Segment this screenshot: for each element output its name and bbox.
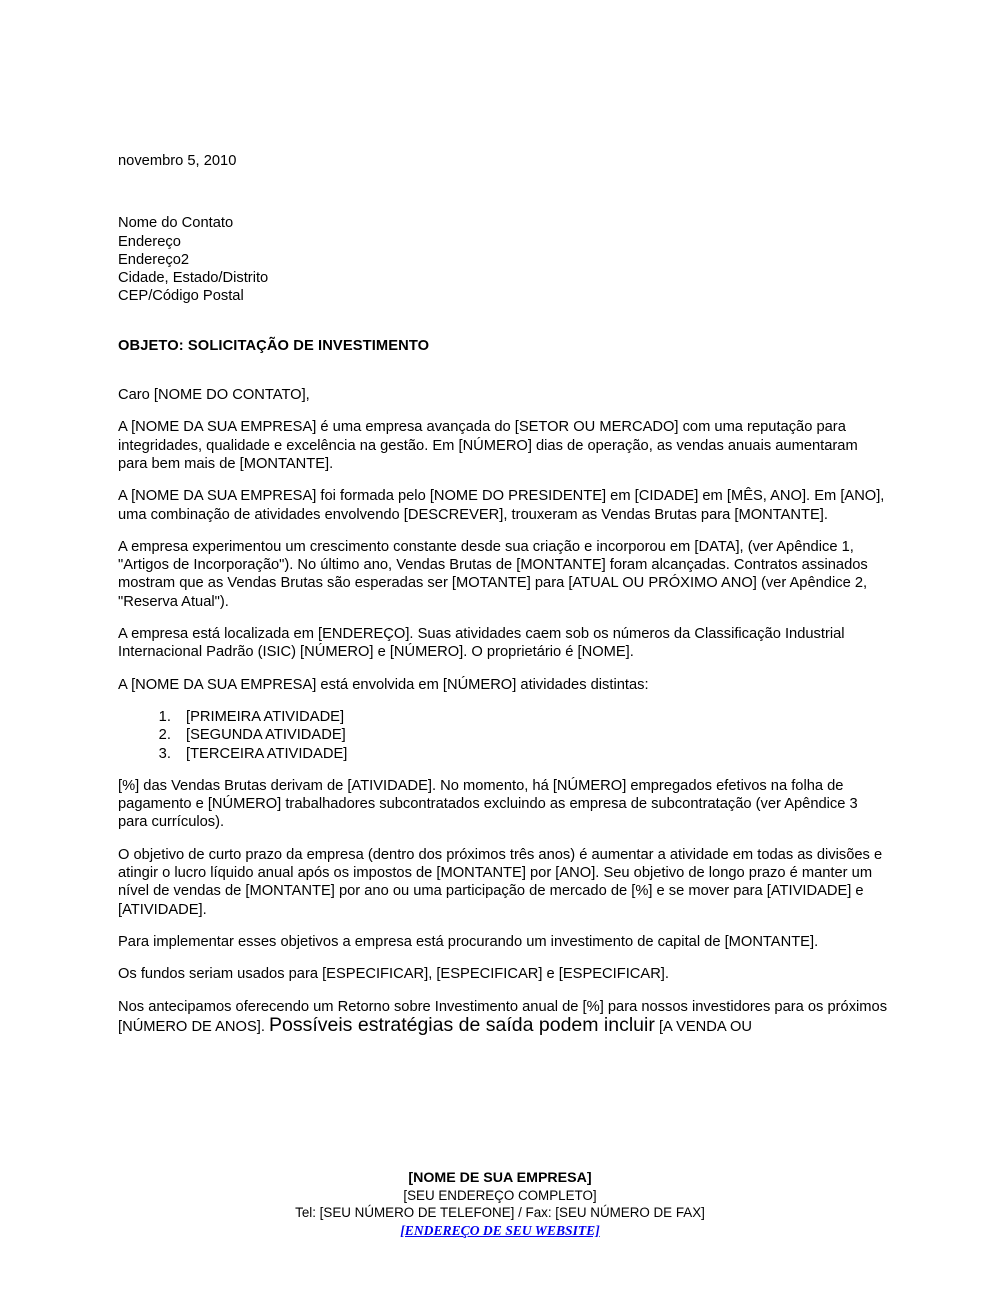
activities-list [118,708,888,763]
closing-paragraph-lead: Nos antecipamos oferecendo um Retorno sobre Investimento anual de [%] para nossos investidores para os próximos [NÚMERO DE ANOS]. [118,998,888,1035]
recipient-city-state: Cidade, Estado/Distrito [118,270,269,287]
footer-company-name: [NOME DE SUA EMPRESA] [408,1170,592,1186]
footer-contact: Tel: [SEU NÚMERO DE TELEFONE] / Fax: [SEU NÚMERO DE FAX] [295,1205,705,1221]
body-paragraph: A empresa está localizada em [ENDEREÇO]. Suas atividades caem sob os números da Classificação Industrial Internacional Padrão (ISIC) [NÚMERO] e [NÚMERO]. O proprietário é [NOME]. [118,626,845,661]
spacer [118,306,888,337]
footer-website-line [0,1222,1000,1239]
closing-paragraph [118,998,888,1037]
letter-body [118,152,888,1036]
recipient-address-1: Endereço [118,233,181,250]
spacer [118,404,888,418]
body-paragraph: Para implementar esses objetivos a empresa está procurando um investimento de capital de [MONTANTE]. [118,933,819,950]
page-footer [0,1170,1000,1239]
recipient-postal-code: CEP/Código Postal [118,288,244,305]
body-paragraph: Os fundos seriam usados para [ESPECIFICAR], [ESPECIFICAR] e [ESPECIFICAR]. [118,966,669,983]
body-paragraph: [%] das Vendas Brutas derivam de [ATIVIDADE]. No momento, há [NÚMERO] empregados efetivos na folha de pagamento e [NÚMERO] trabalhadores subcontratados excluindo as empresa de subcontratação (ver Apêndice 3 para currículos). [118,777,858,831]
body-paragraph: A [NOME DA SUA EMPRESA] foi formada pelo [NOME DO PRESIDENTE] em [CIDADE] em [MÊS, ANO]. Em [ANO], uma combinação de atividades envolvendo [DESCREVER], trouxeram as Vendas Brutas para [MONTANTE]. [118,488,885,523]
body-paragraph: A empresa experimentou um crescimento constante desde sua criação e incorporou em [DATA], (ver Apêndice 1, "Artigos de Incorporação"). No último ano, Vendas Brutas de [MONTANTE] foram alcançadas. Contratos assinados mostram que as Vendas Brutas são esperadas ser [MOTANTE] para [ATUAL OU PRÓXIMO ANO] (ver Apêndice 2, "Reserva Atual"). [118,538,868,610]
list-item: 3. [TERCEIRA ATIVIDADE] [175,745,888,763]
letter-date: novembro 5, 2010 [118,153,237,169]
recipient-address-2: Endereço2 [118,251,190,268]
body-paragraph: A [NOME DA SUA EMPRESA] é uma empresa avançada do [SETOR OU MERCADO] com uma reputação para integridades, qualidade e excelência na gestão. Em [NÚMERO] dias de operação, as vendas anuais aumentaram para bem mais de [MONTANTE]. [118,419,858,472]
salutation: Caro [NOME DO CONTATO], [118,387,310,404]
list-item: 1. [PRIMEIRA ATIVIDADE] [175,708,888,726]
footer-website-link[interactable]: [ENDEREÇO DE SEU WEBSITE] [400,1222,600,1238]
recipient-address-block [118,214,888,305]
footer-address: [SEU ENDEREÇO COMPLETO] [403,1188,597,1204]
body-paragraph: A [NOME DA SUA EMPRESA] está envolvida em [NÚMERO] atividades distintas: [118,676,649,693]
spacer [118,355,888,386]
body-paragraph: O objetivo de curto prazo da empresa (dentro dos próximos três anos) é aumentar a atividade em todas as divisões e atingir o lucro líquido anual após os impostos de [MONTANTE] por [ANO]. Seu objetivo de longo prazo é manter um nível de vendas de [MONTANTE] por ano ou uma participação de mercado de [%] e se mover para [ATIVIDADE] e [ATIVIDADE]. [118,846,883,918]
list-item: 2. [SEGUNDA ATIVIDADE] [175,726,888,744]
recipient-name: Nome do Contato [118,215,234,232]
closing-paragraph-emphasis: Possíveis estratégias de saída podem incluir [268,1013,655,1036]
closing-paragraph-trail: [A VENDA OU [654,1018,752,1035]
subject-line: OBJETO: SOLICITAÇÃO DE INVESTIMENTO [118,337,430,354]
spacer [118,170,888,214]
